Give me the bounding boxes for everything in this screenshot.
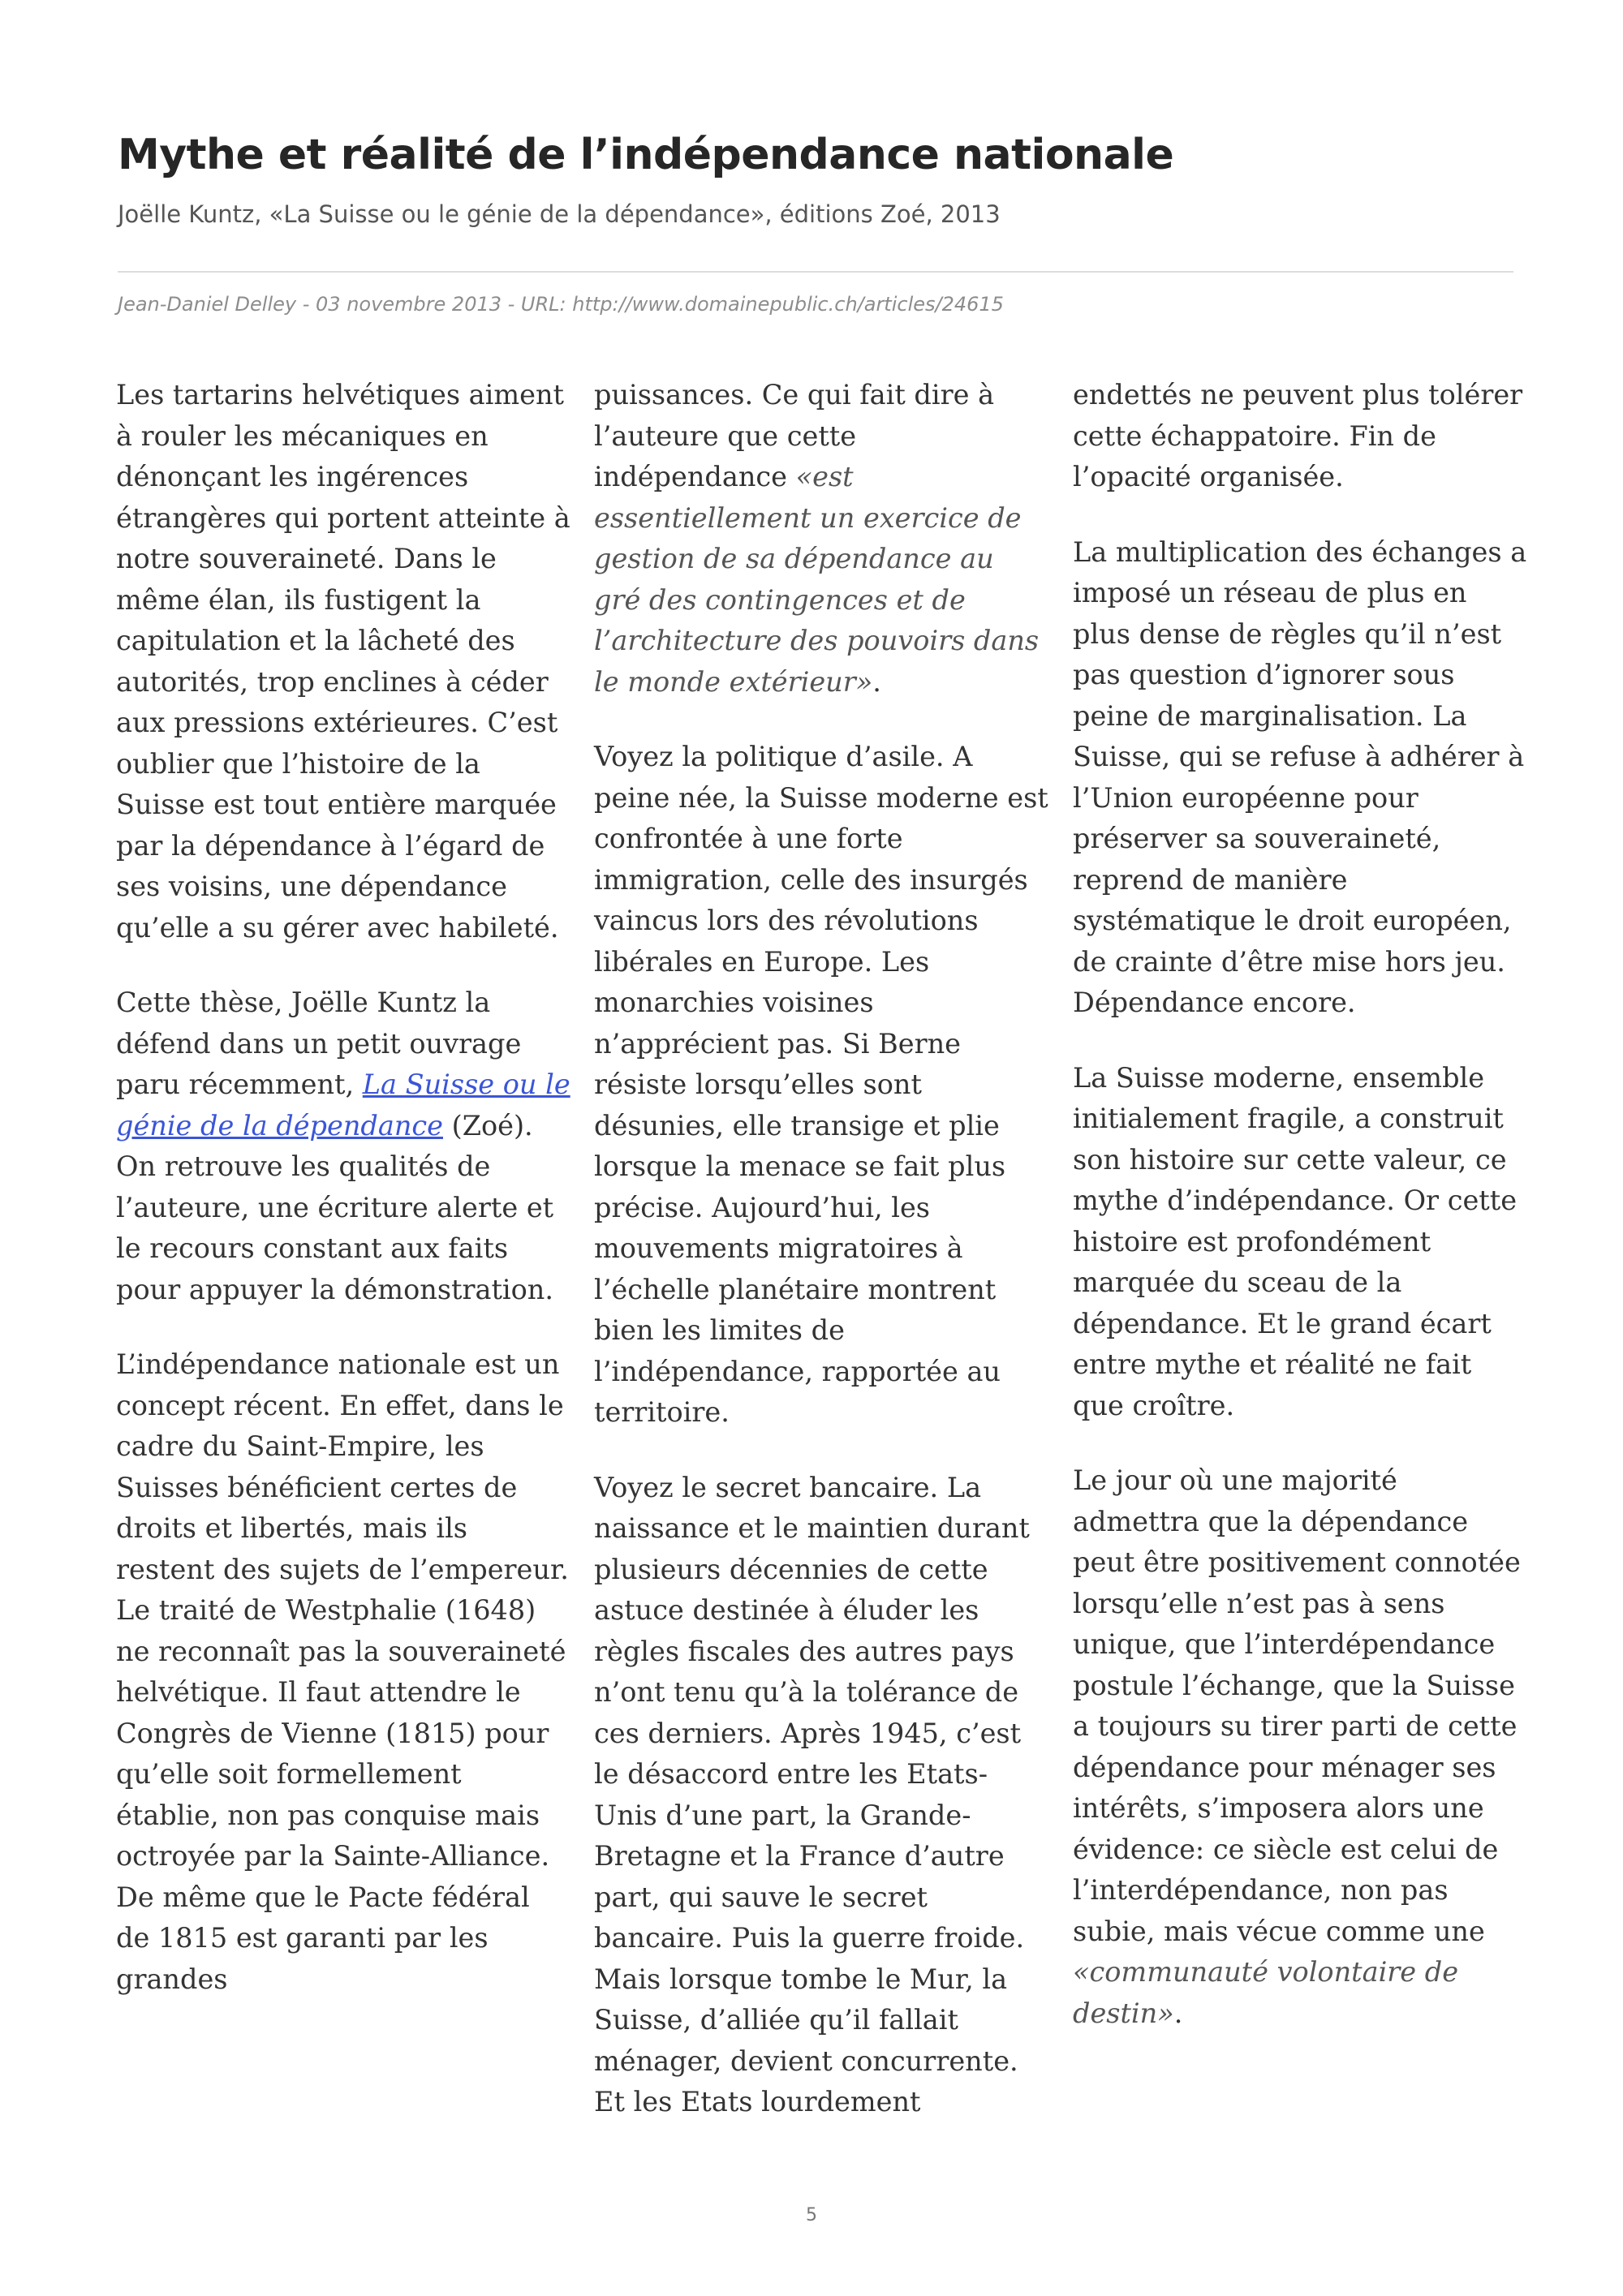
- article-title: Mythe et réalité de l’indépendance nationale: [118, 131, 1174, 179]
- text-column-2: [594, 375, 1048, 2157]
- paragraph: Voyez la politique d’asile. A peine née, la Suisse moderne est confrontée à une forte immigration, celle des insurgés vaincus lors des révolutions libérales en Europe. Les monarchies voisines n’apprécient pas. Si Berne résiste lorsqu’elles sont désunies, elle transige et plie lorsque la menace se fait plus précise. Aujourd’hui, les mouvements migratoires à l’échelle planétaire montrent bien les limites de l’indépendance, rapportée au territoire.: [594, 741, 1048, 1428]
- paragraph: [116, 982, 570, 1310]
- paragraph: La multiplication des échanges a imposé un réseau de plus en plus dense de règles qu’il n’est pas question d’ignorer sous peine de marginalisation. La Suisse, qui se refuse à adhérer à l’Union européenne pour préserver sa souveraineté, reprend de manière systématique le droit européen, de crainte d’être mise hors jeu. Dépendance encore.: [1073, 535, 1527, 1018]
- header-divider: [118, 271, 1513, 273]
- paragraph: [594, 375, 1048, 703]
- book-link[interactable]: La Suisse ou le génie de la dépendance: [116, 1068, 570, 1142]
- paragraph: Voyez le secret bancaire. La naissance et le maintien durant plusieurs décennies de cette astuce destinée à éluder les règles fiscales des autres pays n’ont tenu qu’à la tolérance de ces derniers. Après 1945, c’est le désaccord entre les Etats-Unis d’une part, la Grande-Bretagne et la France d’autre part, qui sauve le secret bancaire. Puis la guerre froide. Mais lorsque tombe le Mur, la Suisse, d’alliée qu’il fallait ménager, devient concurrente. Et les Etats lourdement: [594, 1471, 1030, 2118]
- text-column-3: [1073, 375, 1527, 2068]
- paragraph-text: Le jour où une majorité admettra que la dépendance peut être positivement connotée lorsqu’elle n’est pas à sens unique, que l’interdépendance postule l’échange, que la Suisse a toujours su tirer parti de cette dépendance pour ménager ses intérêts, s’imposera alors une évidence: ce siècle est celui de l’interdépendance, non pas subie, mais vécue comme une: [1073, 1464, 1521, 1947]
- paragraph: Les tartarins helvétiques aiment à rouler les mécaniques en dénonçant les ingérences étrangères qui portent atteinte à notre souveraineté. Dans le même élan, ils fustigent la capitulation et la lâcheté des autorités, trop enclines à céder aux pressions extérieures. C’est oublier que l’histoire de la Suisse est tout entière marquée par la dépendance à l’égard de ses voisins, une dépendance qu’elle a su gérer avec habileté.: [116, 379, 570, 944]
- quotation: «est essentiellement un exercice de gestion de sa dépendance au gré des contingences et de l’architecture des pouvoirs dans le monde extérieur»: [594, 461, 1040, 698]
- text-column-1: [116, 375, 570, 2034]
- paragraph-text: Cette thèse, Joëlle Kuntz la défend dans un petit ouvrage paru récemment,: [116, 987, 522, 1100]
- quotation: «communauté volontaire de destin»: [1073, 1956, 1459, 2029]
- paragraph-text: puissances. Ce qui fait dire à l’auteure que cette indépendance: [594, 379, 995, 492]
- article-subtitle: Joëlle Kuntz, «La Suisse ou le génie de la dépendance», éditions Zoé, 2013: [118, 200, 1001, 228]
- paragraph-text: .: [1173, 1997, 1183, 2029]
- page-number: 5: [806, 2205, 817, 2225]
- paragraph: [1073, 1460, 1527, 2034]
- paragraph-text: .: [872, 665, 881, 698]
- paragraph-text: (Zoé). On retrouve les qualités de l’auteure, une écriture alerte et le recours constant aux faits pour appuyer la démonstration.: [116, 1109, 554, 1305]
- paragraph: La Suisse moderne, ensemble initialement fragile, a construit son histoire sur cette valeur, ce mythe d’indépendance. Or cette histoire est profondément marquée du sceau de la dépendance. Et le grand écart entre mythe et réalité ne fait que croître.: [1073, 1061, 1518, 1421]
- article-meta: Jean-Daniel Delley - 03 novembre 2013 - URL: http://www.domainepublic.ch/articles/24615: [118, 293, 1004, 316]
- paragraph: L’indépendance nationale est un concept récent. En effet, dans le cadre du Saint-Empire, les Suisses bénéficient certes de droits et libertés, mais ils restent des sujets de l’empereur. Le traité de Westphalie (1648) ne reconnaît pas la souveraineté helvétique. Il faut attendre le Congrès de Vienne (1815) pour qu’elle soit formellement établie, non pas conquise mais octroyée par la Sainte-Alliance. De même que le Pacte fédéral de 1815 est garanti par les grandes: [116, 1348, 569, 1995]
- paragraph: endettés ne peuvent plus tolérer cette échappatoire. Fin de l’opacité organisée.: [1073, 379, 1523, 492]
